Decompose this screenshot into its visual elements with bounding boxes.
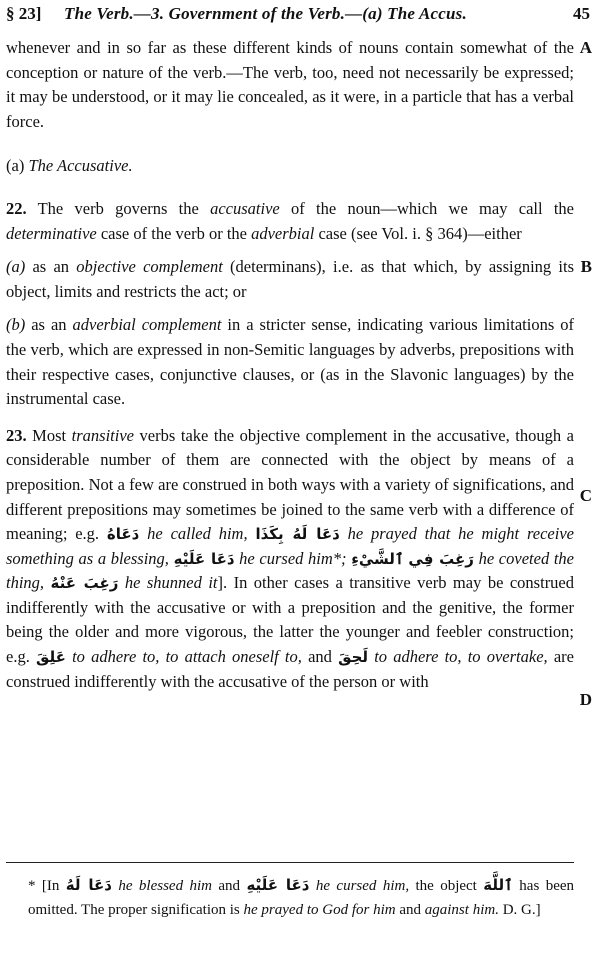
text-span: as an xyxy=(25,315,73,335)
footnote-paragraph xyxy=(6,873,574,922)
item-label: (b) xyxy=(6,315,26,335)
gloss: to adhere to, to attach oneself to, xyxy=(65,647,302,667)
arabic-word: لَحِقَ xyxy=(338,648,369,667)
gloss: he shunned it xyxy=(118,573,218,593)
arabic-word: ٱلشَّيْءِ xyxy=(351,549,404,568)
gloss: he cursed him*; xyxy=(234,548,352,568)
margin-letter-b: B xyxy=(580,257,592,276)
italic-term: objective complement xyxy=(76,257,223,277)
arabic-word: ٱللَّهَ xyxy=(483,876,513,894)
gloss: to adhere to, to overtake, xyxy=(368,647,548,667)
arabic-word: دَعَا عَلَيْهِ xyxy=(246,876,310,894)
text-span: Most xyxy=(26,425,72,445)
arabic-word: دَعَا لَهُ xyxy=(65,876,112,894)
text-span: of the noun—which we may call the xyxy=(279,198,574,218)
gloss: he cursed him, xyxy=(309,878,410,894)
paragraph-22 xyxy=(6,197,574,246)
paragraph-23 xyxy=(6,424,574,695)
text-span: in a stricter sense, indicating various limitations of the verb, which are expressed in non-Semitic languages by adverbs, prepositions with their respective cases, conjunctive clauses, or (as in the Slavonic languages) by the instrumental case. xyxy=(6,315,574,409)
text-span: are construed indifferently with the accusative of the person or with xyxy=(6,647,574,691)
italic-term: adverbial complement xyxy=(72,315,222,335)
text-span: case (see Vol. i. § 364)—either xyxy=(314,223,522,243)
paragraph-22b xyxy=(6,313,574,411)
paragraph-number: 23. xyxy=(6,425,27,445)
heading-title: The Accusative. xyxy=(28,156,133,176)
running-header xyxy=(6,2,596,28)
text-span: case of the verb or the xyxy=(96,223,252,243)
arabic-word: رَغِبَ فِي xyxy=(408,549,474,568)
italic-term: determinative xyxy=(6,223,97,243)
arabic-word: عَلِقَ xyxy=(36,648,66,667)
main-text xyxy=(6,36,574,694)
footnote-divider xyxy=(6,862,574,863)
section-heading xyxy=(6,154,574,179)
text-span: The verb governs the xyxy=(26,198,211,218)
italic-term: transitive xyxy=(71,425,134,445)
text-span: the object xyxy=(409,878,484,894)
arabic-word: رَغِبَ عَنْهُ xyxy=(50,574,119,593)
text-span: and xyxy=(211,878,247,894)
footnote xyxy=(6,873,574,922)
text-span: D. G.] xyxy=(498,902,541,918)
arabic-word: دَعَا عَلَيْهِ xyxy=(173,549,235,568)
arabic-word: دَعَاهُ xyxy=(106,525,140,544)
gloss: he coveted the thing, xyxy=(6,548,575,593)
text-span: as an xyxy=(25,257,77,277)
arabic-word: دَعَا لَهُ بِكَذَا xyxy=(255,525,340,544)
text-span: ]. In other cases a transitive verb may be construed indifferently with the accusative or with a preposition and the genitive, the former being the older and more vigorous, the latter the younger and feebler construction; e.g. xyxy=(6,573,575,667)
text-span: (determinans), i.e. as that which, by assigning its object, limits and restricts the act; or xyxy=(6,257,574,301)
text-span: and xyxy=(395,902,425,918)
margin-letter-c: C xyxy=(579,486,592,505)
margin-letter-d: D xyxy=(579,690,592,709)
text-span: has been omitted. The proper signification is xyxy=(28,878,575,918)
header-section-ref: § 23] xyxy=(6,4,42,23)
italic-term: accusative xyxy=(210,198,280,218)
margin-letter-a: A xyxy=(579,38,592,57)
gloss: he prayed that he might receive something as a blessing, xyxy=(6,524,574,568)
item-label: (a) xyxy=(6,257,26,277)
gloss: he prayed to God for him xyxy=(243,902,396,918)
header-title: The Verb.—3. Government of the Verb.—(a) The Accus. xyxy=(64,4,467,23)
paragraph-number: 22. xyxy=(6,198,27,218)
page-number: 45 xyxy=(573,4,590,23)
gloss: he called him, xyxy=(139,524,256,544)
gloss: he blessed him xyxy=(111,878,212,894)
italic-term: adverbial xyxy=(251,223,315,243)
paragraph-22a xyxy=(6,255,574,304)
heading-prefix: (a) xyxy=(6,156,25,176)
text-span: and xyxy=(301,647,339,667)
intro-paragraph: whenever and in so far as these different kinds of nouns contain somewhat of the conception or nature of the verb.—The verb, too, need not necessarily be expressed; it may be understood, or it may lie concealed, as it were, in a particle that has a verbal force. xyxy=(6,38,574,131)
gloss: against him. xyxy=(424,902,499,918)
text-span: verbs take the objective complement in the accusative, though a considerable number of them are connected with the object by means of a preposition. Not a few are construed in both ways with a variety of significations, and different prepositions may sometimes be joined to the same verb with a difference of meaning; e.g. xyxy=(6,425,574,544)
text-span: * [In xyxy=(28,878,66,894)
